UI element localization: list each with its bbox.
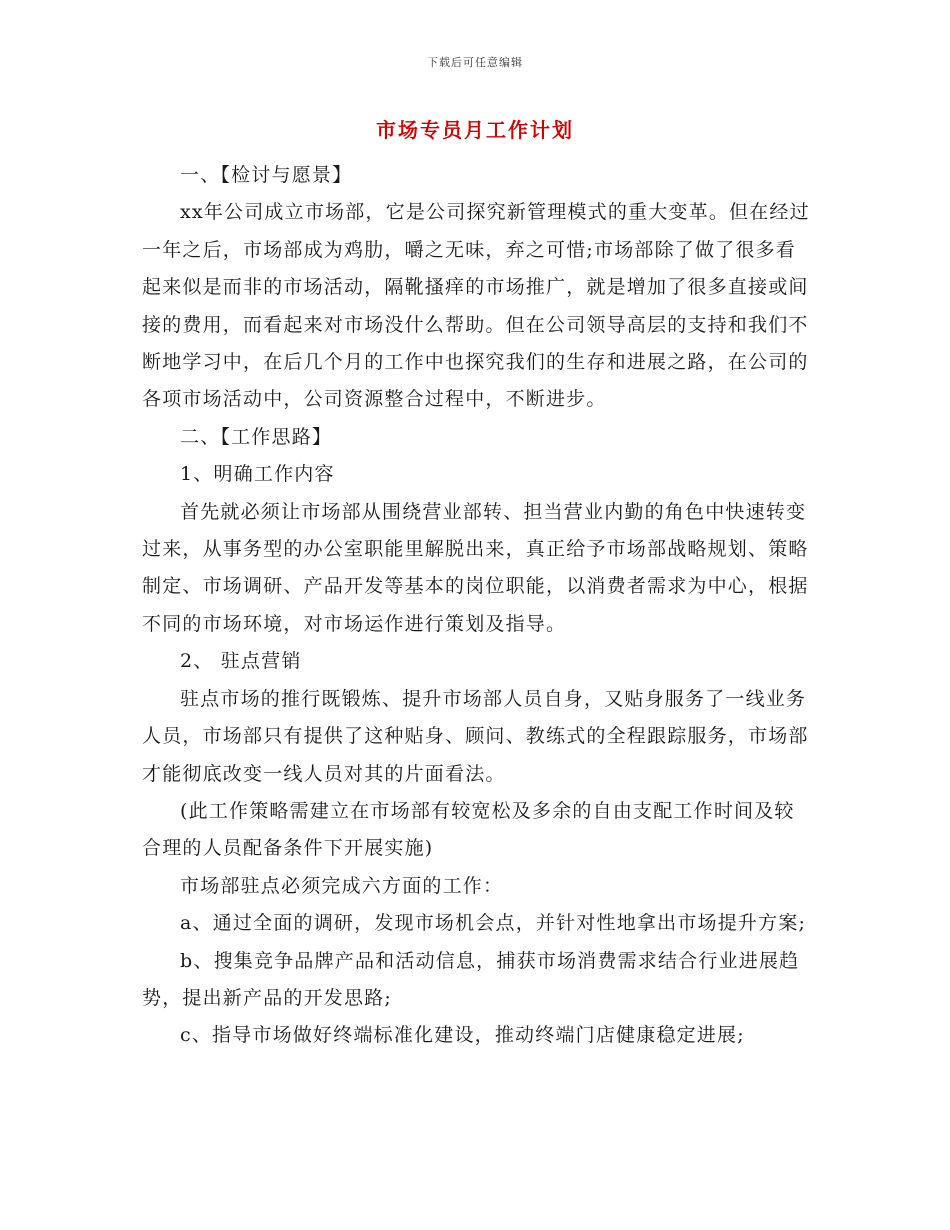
paragraph-onsite-marketing: 驻点市场的推行既锻炼、提升市场部人员自身，又贴身服务了一线业务人员，市场部只有提供了这种贴身、顾问、教练式的全程跟踪服务，市场部才能彻底改变一线人员对其的片面看法。 xyxy=(142,687,809,785)
list-item-a: a、通过全面的调研，发现市场机会点，并针对性地拿出市场提升方案; xyxy=(180,912,807,935)
paragraph-note: (此工作策略需建立在市场部有较宽松及多余的自由支配工作时间及较合理的人员配备条件下开展实施) xyxy=(142,799,795,860)
subheading-onsite-marketing: 2、 驻点营销 xyxy=(180,650,302,673)
section-heading-approach: 二、【工作思路】 xyxy=(180,425,333,448)
paragraph-work-content: 首先就必须让市场部从围绕营业部转、担当营业内勤的角色中快速转变过来，从事务型的办公室职能里解脱出来，真正给予市场部战略规划、策略制定、市场调研、产品开发等基本的岗位职能，以消费者需求为中心，根据不同的市场环境，对市场运作进行策划及指导。 xyxy=(142,500,809,635)
page-title: 市场专员月工作计划 xyxy=(376,118,574,142)
document-body xyxy=(142,157,810,1055)
paragraph-six-tasks-intro: 市场部驻点必须完成六方面的工作： xyxy=(180,874,504,897)
list-item-c: c、指导市场做好终端标准化建设，推动终端门店健康稳定进展; xyxy=(180,1024,745,1047)
section-heading-review: 一、【检讨与愿景】 xyxy=(180,164,353,186)
paragraph-review: xx年公司成立市场部，它是公司探究新管理模式的重大变革。但在经过一年之后，市场部成为鸡肋，嚼之无味，弃之可惜;市场部除了做了很多看起来似是而非的市场活动，隔靴搔痒的市场推广，就是增加了很多直接或间接的费用，而看起来对市场没什么帮助。但在公司领导高层的支持和我们不断地学习中，在后几个月的工作中也探究我们的生存和进展之路，在公司的各项市场活动中，公司资源整合过程中，不断进步。 xyxy=(142,201,810,411)
list-item-b: b、搜集竞争品牌产品和活动信息，捕获市场消费需求结合行业进展趋势，提出新产品的开发思路; xyxy=(142,949,800,1009)
header-note: 下载后可任意编辑 xyxy=(427,56,523,69)
subheading-work-content: 1、明确工作内容 xyxy=(180,463,335,486)
